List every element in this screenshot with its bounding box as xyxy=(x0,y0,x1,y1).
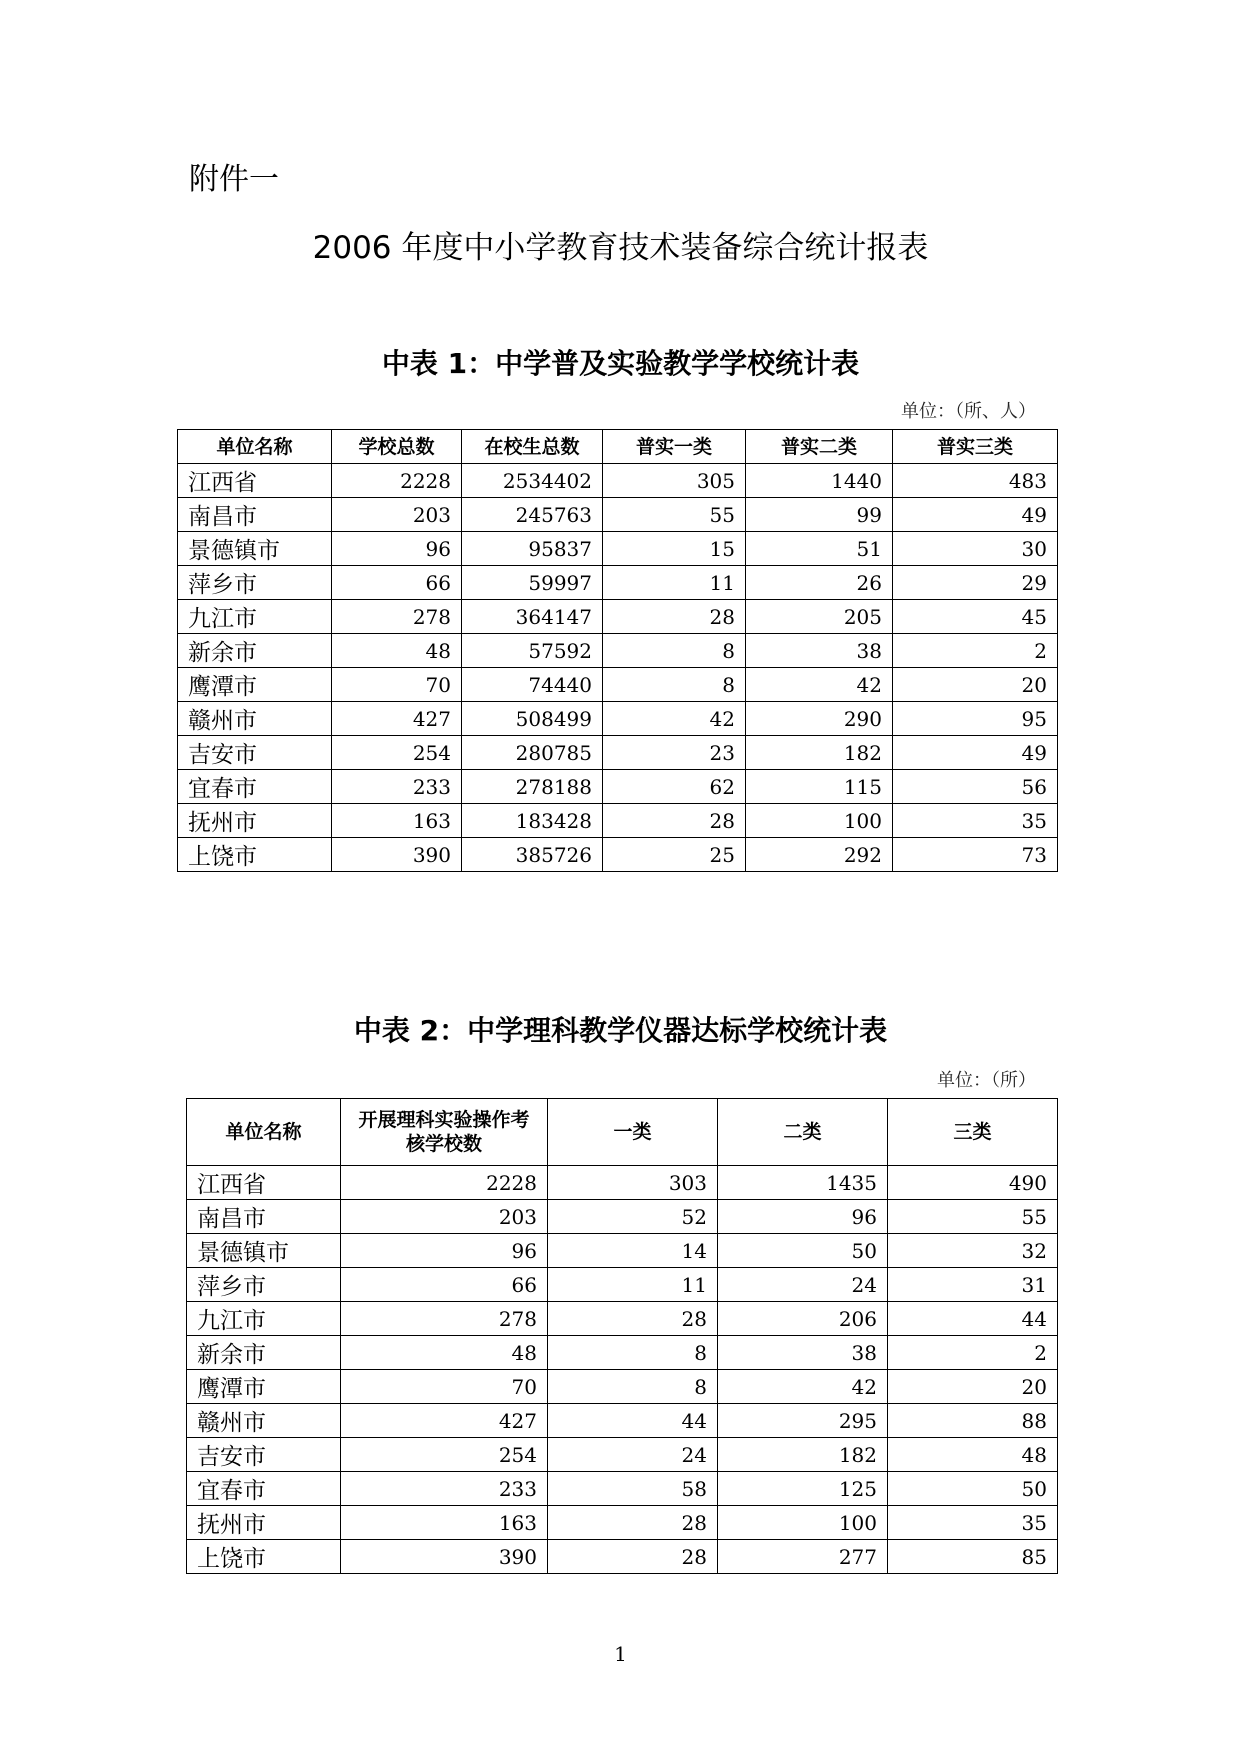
region-name-cell: 萍乡市 xyxy=(178,566,332,600)
document-title: 2006 年度中小学教育技术装备综合统计报表 xyxy=(312,230,929,266)
value-cell: 24 xyxy=(548,1438,718,1472)
value-cell: 32 xyxy=(888,1234,1058,1268)
table-row xyxy=(187,1200,1058,1234)
value-cell: 62 xyxy=(603,770,746,804)
table-row xyxy=(187,1370,1058,1404)
table1-header-cell: 单位名称 xyxy=(178,430,332,464)
value-cell: 280785 xyxy=(462,736,603,770)
table1-header-cell: 学校总数 xyxy=(332,430,462,464)
table-row xyxy=(178,634,1058,668)
table2-header-cell: 单位名称 xyxy=(187,1099,341,1166)
value-cell: 20 xyxy=(888,1370,1058,1404)
table-row xyxy=(187,1336,1058,1370)
value-cell: 88 xyxy=(888,1404,1058,1438)
value-cell: 278 xyxy=(332,600,462,634)
value-cell: 28 xyxy=(603,804,746,838)
value-cell: 277 xyxy=(718,1540,888,1574)
value-cell: 95 xyxy=(893,702,1058,736)
value-cell: 15 xyxy=(603,532,746,566)
region-name-cell: 新余市 xyxy=(178,634,332,668)
region-name-cell: 萍乡市 xyxy=(187,1268,341,1302)
value-cell: 42 xyxy=(603,702,746,736)
region-name-cell: 南昌市 xyxy=(178,498,332,532)
value-cell: 8 xyxy=(548,1336,718,1370)
value-cell: 44 xyxy=(888,1302,1058,1336)
value-cell: 48 xyxy=(888,1438,1058,1472)
value-cell: 48 xyxy=(341,1336,548,1370)
value-cell: 11 xyxy=(548,1268,718,1302)
table-row xyxy=(178,566,1058,600)
table1-header-cell: 普实二类 xyxy=(746,430,893,464)
table-row xyxy=(187,1404,1058,1438)
table2-header-cell: 二类 xyxy=(718,1099,888,1166)
table2-header-cell: 三类 xyxy=(888,1099,1058,1166)
value-cell: 427 xyxy=(332,702,462,736)
value-cell: 49 xyxy=(893,736,1058,770)
value-cell: 45 xyxy=(893,600,1058,634)
value-cell: 245763 xyxy=(462,498,603,532)
value-cell: 96 xyxy=(332,532,462,566)
value-cell: 205 xyxy=(746,600,893,634)
value-cell: 30 xyxy=(893,532,1058,566)
region-name-cell: 南昌市 xyxy=(187,1200,341,1234)
table1-unit: 单位：（所、人） xyxy=(901,401,1036,422)
region-name-cell: 赣州市 xyxy=(187,1404,341,1438)
value-cell: 28 xyxy=(548,1540,718,1574)
value-cell: 85 xyxy=(888,1540,1058,1574)
region-name-cell: 上饶市 xyxy=(178,838,332,872)
region-name-cell: 景德镇市 xyxy=(178,532,332,566)
table-row xyxy=(187,1506,1058,1540)
value-cell: 203 xyxy=(332,498,462,532)
value-cell: 385726 xyxy=(462,838,603,872)
value-cell: 125 xyxy=(718,1472,888,1506)
table1-body xyxy=(178,464,1058,872)
value-cell: 1440 xyxy=(746,464,893,498)
value-cell: 52 xyxy=(548,1200,718,1234)
value-cell: 42 xyxy=(718,1370,888,1404)
table-row xyxy=(178,668,1058,702)
value-cell: 96 xyxy=(341,1234,548,1268)
value-cell: 20 xyxy=(893,668,1058,702)
value-cell: 57592 xyxy=(462,634,603,668)
value-cell: 206 xyxy=(718,1302,888,1336)
value-cell: 66 xyxy=(341,1268,548,1302)
table1-header-row xyxy=(178,430,1058,464)
table-row xyxy=(178,770,1058,804)
value-cell: 48 xyxy=(332,634,462,668)
value-cell: 390 xyxy=(332,838,462,872)
value-cell: 42 xyxy=(746,668,893,702)
value-cell: 35 xyxy=(893,804,1058,838)
value-cell: 56 xyxy=(893,770,1058,804)
value-cell: 1435 xyxy=(718,1166,888,1200)
region-name-cell: 抚州市 xyxy=(178,804,332,838)
table-row xyxy=(187,1302,1058,1336)
value-cell: 2228 xyxy=(341,1166,548,1200)
value-cell: 55 xyxy=(603,498,746,532)
value-cell: 95837 xyxy=(462,532,603,566)
page-number: 1 xyxy=(614,1642,627,1666)
region-name-cell: 新余市 xyxy=(187,1336,341,1370)
table-row xyxy=(187,1472,1058,1506)
value-cell: 73 xyxy=(893,838,1058,872)
value-cell: 55 xyxy=(888,1200,1058,1234)
value-cell: 203 xyxy=(341,1200,548,1234)
value-cell: 31 xyxy=(888,1268,1058,1302)
region-name-cell: 宜春市 xyxy=(178,770,332,804)
value-cell: 233 xyxy=(332,770,462,804)
table-row xyxy=(178,838,1058,872)
value-cell: 303 xyxy=(548,1166,718,1200)
value-cell: 8 xyxy=(603,668,746,702)
region-name-cell: 上饶市 xyxy=(187,1540,341,1574)
value-cell: 182 xyxy=(718,1438,888,1472)
value-cell: 28 xyxy=(548,1302,718,1336)
value-cell: 74440 xyxy=(462,668,603,702)
value-cell: 99 xyxy=(746,498,893,532)
table-row xyxy=(178,702,1058,736)
table2 xyxy=(186,1098,1058,1574)
region-name-cell: 江西省 xyxy=(187,1166,341,1200)
value-cell: 2 xyxy=(893,634,1058,668)
table2-unit: 单位：（所） xyxy=(937,1070,1036,1091)
region-name-cell: 吉安市 xyxy=(187,1438,341,1472)
value-cell: 182 xyxy=(746,736,893,770)
table2-header-cell: 一类 xyxy=(548,1099,718,1166)
value-cell: 427 xyxy=(341,1404,548,1438)
table1-header-cell: 普实三类 xyxy=(893,430,1058,464)
value-cell: 233 xyxy=(341,1472,548,1506)
value-cell: 163 xyxy=(332,804,462,838)
value-cell: 390 xyxy=(341,1540,548,1574)
table-row xyxy=(187,1234,1058,1268)
value-cell: 23 xyxy=(603,736,746,770)
region-name-cell: 九江市 xyxy=(178,600,332,634)
table-row xyxy=(187,1268,1058,1302)
value-cell: 2228 xyxy=(332,464,462,498)
value-cell: 25 xyxy=(603,838,746,872)
table-row xyxy=(178,498,1058,532)
value-cell: 490 xyxy=(888,1166,1058,1200)
value-cell: 38 xyxy=(746,634,893,668)
value-cell: 254 xyxy=(341,1438,548,1472)
value-cell: 26 xyxy=(746,566,893,600)
value-cell: 364147 xyxy=(462,600,603,634)
value-cell: 50 xyxy=(888,1472,1058,1506)
region-name-cell: 江西省 xyxy=(178,464,332,498)
value-cell: 38 xyxy=(718,1336,888,1370)
table-row xyxy=(178,532,1058,566)
region-name-cell: 鹰潭市 xyxy=(187,1370,341,1404)
value-cell: 2534402 xyxy=(462,464,603,498)
table2-body xyxy=(187,1166,1058,1574)
value-cell: 44 xyxy=(548,1404,718,1438)
value-cell: 278 xyxy=(341,1302,548,1336)
value-cell: 292 xyxy=(746,838,893,872)
value-cell: 115 xyxy=(746,770,893,804)
value-cell: 50 xyxy=(718,1234,888,1268)
value-cell: 8 xyxy=(548,1370,718,1404)
value-cell: 100 xyxy=(718,1506,888,1540)
region-name-cell: 宜春市 xyxy=(187,1472,341,1506)
value-cell: 70 xyxy=(332,668,462,702)
table1 xyxy=(177,429,1058,872)
table-row xyxy=(187,1166,1058,1200)
table2-title: 中表 2：中学理科教学仪器达标学校统计表 xyxy=(353,1014,888,1047)
value-cell: 11 xyxy=(603,566,746,600)
value-cell: 183428 xyxy=(462,804,603,838)
table1-title: 中表 1：中学普及实验教学学校统计表 xyxy=(381,347,860,380)
value-cell: 28 xyxy=(548,1506,718,1540)
value-cell: 508499 xyxy=(462,702,603,736)
value-cell: 35 xyxy=(888,1506,1058,1540)
table-row xyxy=(187,1540,1058,1574)
value-cell: 58 xyxy=(548,1472,718,1506)
attachment-label: 附件一 xyxy=(189,162,279,197)
value-cell: 51 xyxy=(746,532,893,566)
value-cell: 14 xyxy=(548,1234,718,1268)
value-cell: 96 xyxy=(718,1200,888,1234)
table2-header-cell: 开展理科实验操作考核学校数 xyxy=(341,1099,548,1166)
value-cell: 254 xyxy=(332,736,462,770)
table-row xyxy=(178,736,1058,770)
table1-header-cell: 普实一类 xyxy=(603,430,746,464)
value-cell: 59997 xyxy=(462,566,603,600)
region-name-cell: 九江市 xyxy=(187,1302,341,1336)
table-row xyxy=(178,464,1058,498)
table-row xyxy=(178,804,1058,838)
value-cell: 49 xyxy=(893,498,1058,532)
value-cell: 295 xyxy=(718,1404,888,1438)
value-cell: 24 xyxy=(718,1268,888,1302)
table-row xyxy=(178,600,1058,634)
value-cell: 100 xyxy=(746,804,893,838)
value-cell: 70 xyxy=(341,1370,548,1404)
region-name-cell: 吉安市 xyxy=(178,736,332,770)
value-cell: 305 xyxy=(603,464,746,498)
value-cell: 29 xyxy=(893,566,1058,600)
value-cell: 290 xyxy=(746,702,893,736)
value-cell: 28 xyxy=(603,600,746,634)
value-cell: 163 xyxy=(341,1506,548,1540)
table-row xyxy=(187,1438,1058,1472)
value-cell: 8 xyxy=(603,634,746,668)
region-name-cell: 抚州市 xyxy=(187,1506,341,1540)
table1-header-cell: 在校生总数 xyxy=(462,430,603,464)
region-name-cell: 赣州市 xyxy=(178,702,332,736)
value-cell: 483 xyxy=(893,464,1058,498)
value-cell: 278188 xyxy=(462,770,603,804)
value-cell: 66 xyxy=(332,566,462,600)
region-name-cell: 鹰潭市 xyxy=(178,668,332,702)
region-name-cell: 景德镇市 xyxy=(187,1234,341,1268)
value-cell: 2 xyxy=(888,1336,1058,1370)
table2-header-row xyxy=(187,1099,1058,1166)
